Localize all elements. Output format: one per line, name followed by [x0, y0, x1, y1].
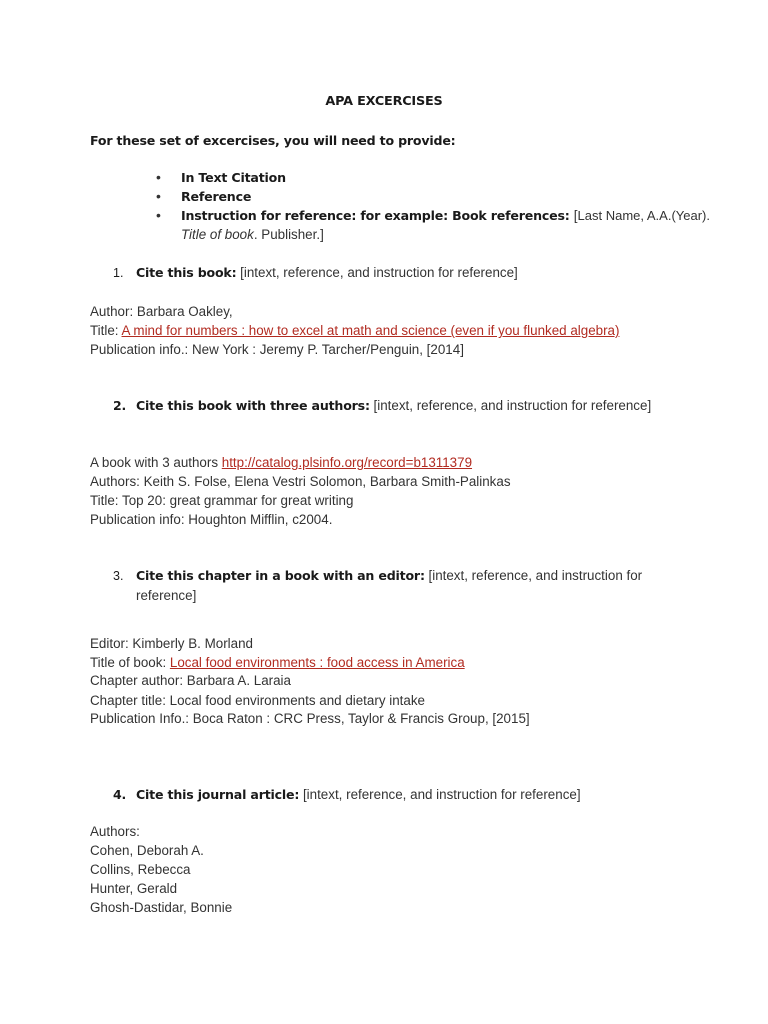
q2-publication: Publication info: Houghton Mifflin, c2004.	[90, 512, 333, 527]
bullet-instruction-label: Instruction for reference: for example: Book references:	[181, 208, 574, 223]
question-2-label: Cite this book with three authors:	[136, 398, 370, 413]
question-4	[136, 785, 581, 804]
q1-title-link[interactable]: A mind for numbers : how to excel at math and science (even if you flunked algebra)	[121, 323, 620, 338]
q4-author-1: Cohen, Deborah A.	[90, 843, 204, 858]
q1-publication: Publication info.: New York : Jeremy P. Tarcher/Penguin, [2014]	[90, 342, 464, 357]
question-1-label: Cite this book:	[136, 265, 237, 280]
q4-author-3: Hunter, Gerald	[90, 881, 178, 896]
q2-intro-text: A book with 3 authors	[90, 455, 222, 470]
format-italic-title: Title of book	[181, 227, 254, 242]
question-number: 1.	[113, 266, 124, 280]
question-3-instruction: [intext, reference, and instruction for	[424, 568, 643, 583]
q1-author: Author: Barbara Oakley,	[90, 304, 233, 319]
q3-book-label: Title of book:	[90, 655, 170, 670]
question-3-instruction-cont: reference]	[136, 588, 197, 603]
q2-intro	[90, 453, 472, 472]
format-rest: . Publisher.]	[253, 227, 324, 242]
q3-publication: Publication Info.: Boca Raton : CRC Press, Taylor & Francis Group, [2015]	[90, 711, 530, 726]
question-number: 3.	[113, 569, 124, 583]
q3-editor: Editor: Kimberly B. Morland	[90, 636, 253, 651]
q3-chapter-title: Chapter title: Local food environments and dietary intake	[90, 693, 425, 708]
q1-title	[90, 321, 619, 340]
q2-authors: Authors: Keith S. Folse, Elena Vestri Solomon, Barbara Smith-Palinkas	[90, 474, 511, 489]
bullet-instruction-cont	[181, 225, 324, 244]
question-number: 4.	[113, 787, 127, 802]
q4-authors-label: Authors:	[90, 824, 140, 839]
bullet-in-text-citation: In Text Citation	[181, 170, 286, 185]
question-4-label: Cite this journal article:	[136, 787, 300, 802]
bullet-instruction	[181, 206, 710, 225]
format-example: Last Name, A.A.(Year).	[577, 208, 710, 223]
bullet-dot: •	[156, 169, 161, 185]
q3-book-title	[90, 653, 465, 672]
question-1-instruction: [intext, reference, and instruction for reference]	[236, 265, 518, 280]
bullet-dot: •	[156, 207, 161, 223]
q2-catalog-link[interactable]: http://catalog.plsinfo.org/record=b1311379	[221, 455, 473, 470]
question-4-instruction: [intext, reference, and instruction for reference]	[299, 787, 581, 802]
bullet-reference: Reference	[181, 189, 252, 204]
bracket-open: [	[573, 208, 578, 223]
question-3	[136, 566, 642, 585]
q3-book-link[interactable]: Local food environments : food access in America	[169, 655, 465, 670]
q2-title: Title: Top 20: great grammar for great writing	[90, 493, 354, 508]
question-2-instruction: [intext, reference, and instruction for reference]	[369, 398, 652, 413]
intro-text: For these set of excercises, you will need to provide:	[90, 133, 456, 148]
question-1	[136, 263, 518, 282]
q3-chapter-author: Chapter author: Barbara A. Laraia	[90, 673, 291, 688]
question-2	[136, 396, 651, 415]
q1-title-label: Title:	[90, 323, 122, 338]
q4-author-2: Collins, Rebecca	[90, 862, 191, 877]
q4-author-4: Ghosh-Dastidar, Bonnie	[90, 900, 233, 915]
question-number: 2.	[113, 398, 127, 413]
page-title: APA EXCERCISES	[325, 94, 443, 109]
question-3-label: Cite this chapter in a book with an editor:	[136, 568, 425, 583]
bullet-dot: •	[156, 188, 161, 204]
